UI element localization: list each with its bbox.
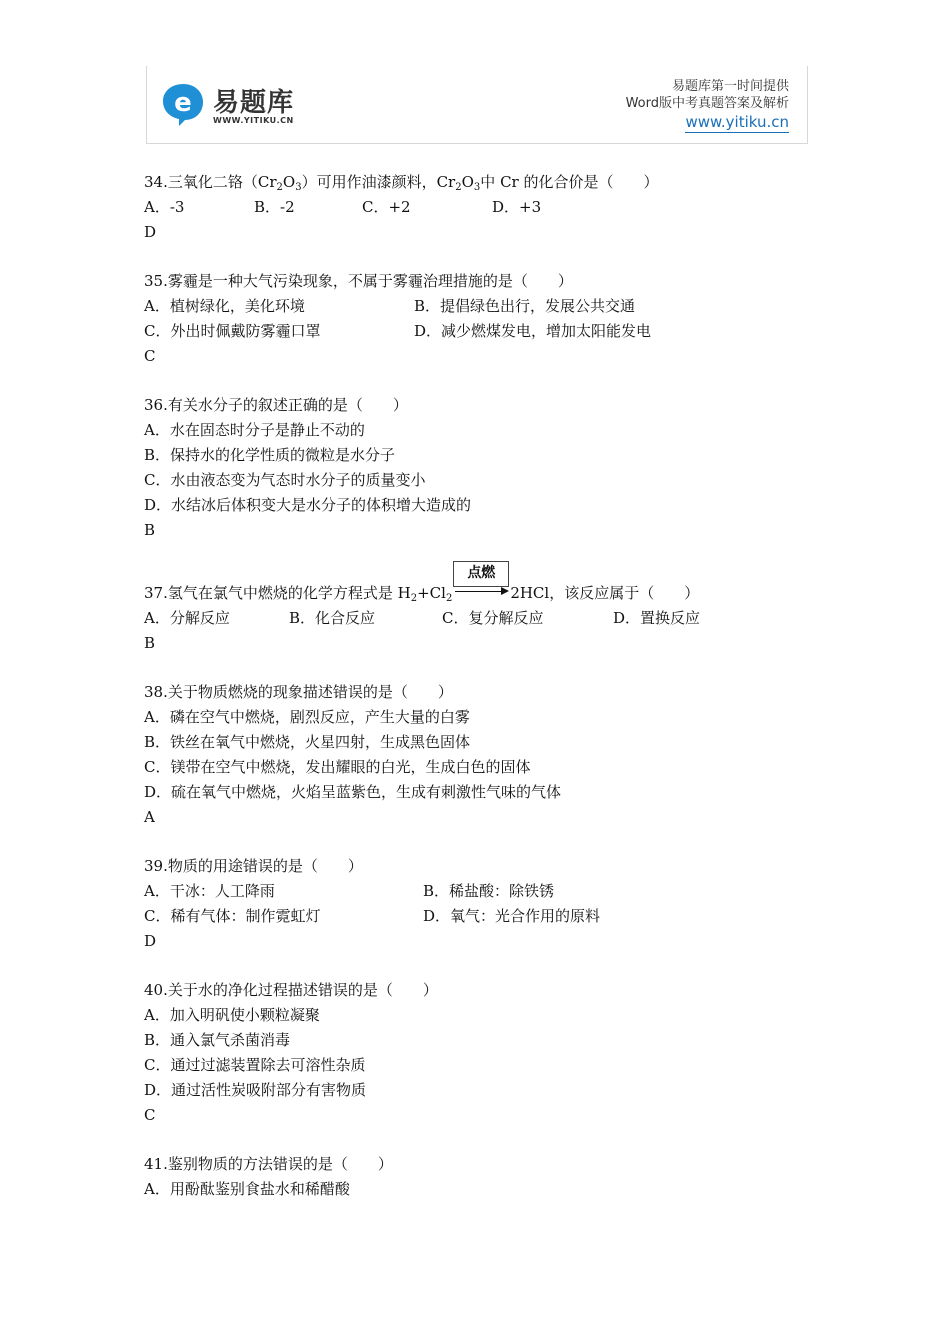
answer: C: [144, 1106, 156, 1124]
question-39: [144, 854, 824, 954]
question-38: [144, 680, 824, 830]
logo-text: 易题库: [213, 88, 295, 118]
options-row: [144, 294, 824, 319]
answer: A: [144, 808, 155, 826]
question-34: [144, 170, 824, 245]
option-a: A．干冰：人工降雨: [144, 882, 275, 900]
option-a: A．-3: [144, 198, 185, 216]
reaction-condition: 点燃: [453, 561, 509, 587]
stem-text: O: [461, 173, 474, 191]
option-c: C．镁带在空气中燃烧，发出耀眼的白光，生成白色的固体: [144, 758, 531, 776]
option-d: D．水结冰后体积变大是水分子的体积增大造成的: [144, 496, 472, 514]
question-stem: 39.物质的用途错误的是（ ）: [144, 857, 363, 875]
option-c: C．通过过滤装置除去可溶性杂质: [144, 1056, 366, 1074]
option-a: A．加入明矾使小颗粒凝聚: [144, 1006, 320, 1024]
stem-text: 2HCl，该反应属于（ ）: [510, 584, 700, 602]
question-41: [144, 1152, 824, 1202]
option-c: C．外出时佩戴防雾霾口罩: [144, 322, 321, 340]
subscript: 2: [445, 593, 453, 604]
option-a: A．植树绿化，美化环境: [144, 297, 305, 315]
option-b: B．稀盐酸：除铁锈: [423, 882, 555, 900]
options-row: [144, 195, 824, 220]
option-c: C．水由液态变为气态时水分子的质量变小: [144, 471, 426, 489]
tagline-line-1: 易题库第一时间提供: [671, 79, 789, 94]
option-d: D．减少燃煤发电，增加太阳能发电: [414, 322, 652, 340]
options-row: [144, 904, 824, 929]
stem-text: ）可用作油漆颜料，Cr: [301, 173, 456, 191]
option-b: B．通入氯气杀菌消毒: [144, 1031, 291, 1049]
answer: B: [144, 521, 156, 539]
site-url-link[interactable]: www.yitiku.cn: [685, 113, 789, 131]
answer: C: [144, 347, 156, 365]
stem-text: 37.氢气在氯气中燃烧的化学方程式是 H: [144, 584, 411, 602]
question-40: [144, 978, 824, 1128]
question-list: [144, 170, 824, 1202]
option-d: D．+3: [492, 198, 542, 216]
option-b: B．铁丝在氧气中燃烧，火星四射，生成黑色固体: [144, 733, 471, 751]
option-a: A．分解反应: [144, 609, 230, 627]
subscript: 2: [410, 593, 418, 604]
option-d: D．硫在氧气中燃烧，火焰呈蓝紫色，生成有刺激性气味的气体: [144, 783, 562, 801]
option-b: B．提倡绿色出行，发展公共交通: [414, 297, 636, 315]
question-36: [144, 393, 824, 543]
answer: B: [144, 634, 156, 652]
option-b: B．-2: [254, 198, 295, 216]
question-stem: [144, 170, 824, 195]
option-a: A．水在固态时分子是静止不动的: [144, 421, 365, 439]
question-stem: 35.雾霾是一种大气污染现象，不属于雾霾治理措施的是（ ）: [144, 272, 573, 290]
subscript: 3: [295, 182, 302, 193]
option-a: A．用酚酞鉴别食盐水和稀醋酸: [144, 1180, 350, 1198]
stem-text: +Cl: [417, 584, 446, 602]
page-header: [146, 66, 808, 144]
question-stem: 36.有关水分子的叙述正确的是（ ）: [144, 396, 408, 414]
yitiku-logo-icon: [159, 80, 207, 128]
stem-text: O: [282, 173, 296, 191]
options-row: [144, 879, 824, 904]
reaction-arrow: [453, 565, 509, 596]
question-stem: 38.关于物质燃烧的现象描述错误的是（ ）: [144, 683, 453, 701]
subscript: 3: [473, 182, 481, 193]
option-b: B．化合反应: [289, 609, 376, 627]
logo-url: WWW.YITIKU.CN: [213, 116, 294, 125]
options-row: [144, 319, 824, 344]
question-37: [144, 565, 824, 656]
header-tagline: [626, 78, 789, 133]
option-c: C．+2: [362, 198, 411, 216]
subscript: 2: [276, 182, 283, 193]
option-c: C．复分解反应: [442, 609, 544, 627]
option-a: A．磷在空气中燃烧，剧烈反应，产生大量的白雾: [144, 708, 470, 726]
tagline-line-2: Word版中考真题答案及解析: [625, 96, 789, 111]
stem-text: 中 Cr 的化合价是（ ）: [480, 173, 659, 191]
svg-text:e: e: [174, 88, 192, 118]
arrow-head-icon: [501, 587, 509, 595]
stem-text: 34.三氧化二铬（Cr: [144, 173, 277, 191]
question-35: [144, 269, 824, 369]
question-stem: 41.鉴别物质的方法错误的是（ ）: [144, 1155, 393, 1173]
question-stem: [144, 565, 824, 606]
option-d: D．置换反应: [613, 609, 701, 627]
question-stem: 40.关于水的净化过程描述错误的是（ ）: [144, 981, 438, 999]
option-d: D．氧气：光合作用的原料: [423, 907, 601, 925]
option-d: D．通过活性炭吸附部分有害物质: [144, 1081, 367, 1099]
option-b: B．保持水的化学性质的微粒是水分子: [144, 446, 396, 464]
options-row: [144, 606, 824, 631]
answer: D: [144, 932, 157, 950]
subscript: 2: [455, 182, 462, 193]
answer: D: [144, 223, 157, 241]
option-c: C．稀有气体：制作霓虹灯: [144, 907, 321, 925]
